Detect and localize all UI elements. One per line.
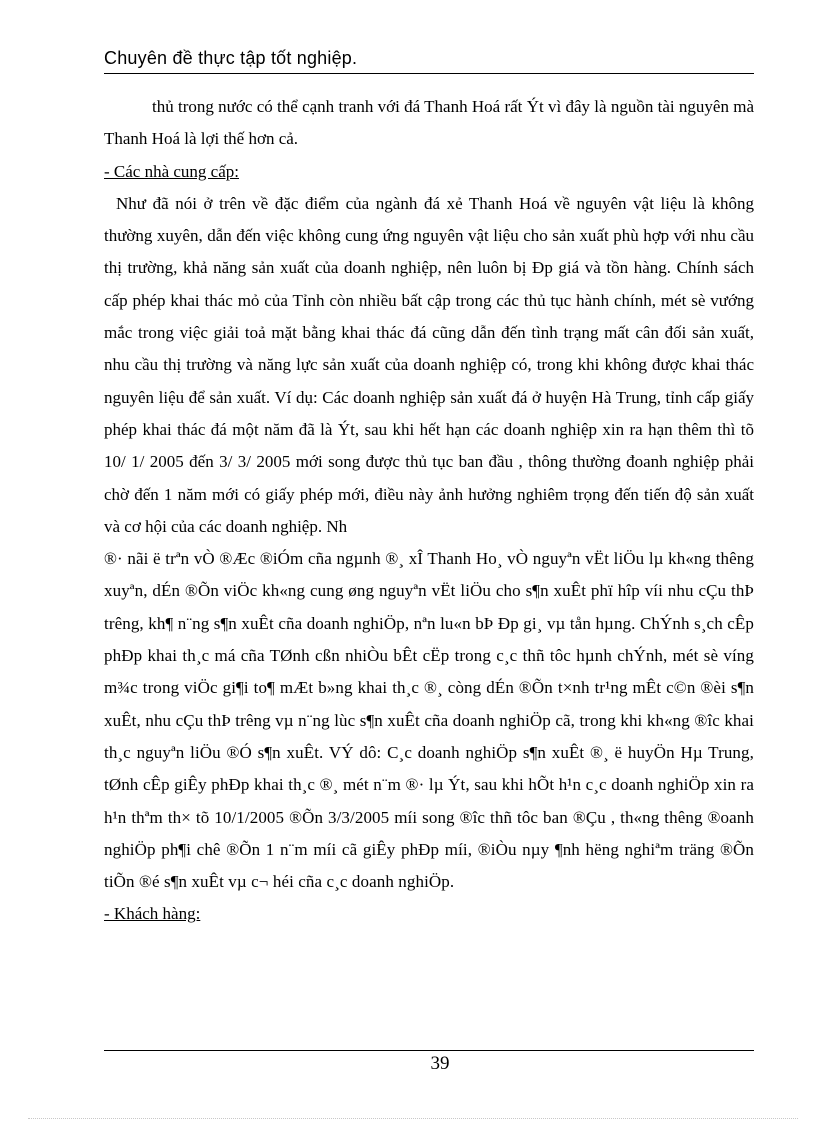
header-divider	[104, 73, 754, 74]
section-heading-customers: - Khách hàng:	[104, 904, 201, 924]
page-number: 39	[430, 1053, 450, 1074]
paragraph-suppliers: Như đã nói ở trên về đặc điểm của ngành đá xẻ Thanh Hoá về nguyên vật liệu là không thường xuyên, dẫn đến việc không cung ứng nguyên vật liệu cho sản xuất phù hợp với nhu cầu thị trường, khả năng sản xuất của doanh nghiệp, nên luôn bị Ðp giá và tồn hàng. Chính sách cấp phép khai thác mỏ của Tỉnh còn nhiều bất cập trong các thủ tục hành chính, mét sè vướng mắc trong việc giải toả mặt bằng khai thác đá cũng dẫn đến tình trạng mất cân đối sản xuất, nhu cầu thị trường và năng lực sản xuất của doanh nghiệp có, trong khi không được khai thác nguyên liệu để sản xuất. Ví dụ: Các doanh nghiệp sản xuất đá ở huyện Hà Trung, tỉnh cấp giấy phép khai thác đá một năm đã là Ýt, sau khi hết hạn các doanh nghiệp xin ra hạn thêm thì tõ 10/ 1/ 2005 đến 3/ 3/ 2005 mới song được thủ tục ban đầu , thông thường đoanh nghiệp phải chờ đến 1 năm mới có giấy phép mới, điều này ảnh hưởng nghiêm trọng đến tiến độ sản xuất và cơ hội của các doanh nghiệp. Nh	[104, 193, 754, 536]
footer-divider	[104, 1050, 754, 1051]
document-body	[104, 91, 754, 931]
page-header-title: Chuyên đề thực tập tốt nghiệp.	[104, 48, 358, 68]
page-edge-dotted-line	[28, 1118, 798, 1119]
section-heading-suppliers: - Các nhà cung cấp:	[104, 161, 239, 181]
paragraph-competitors-continued: thủ trong nước có thể cạnh tranh với đá Thanh Hoá rất Ýt vì đây là nguồn tài nguyên mà Thanh Hoá là lợi thế hơn cả.	[104, 97, 754, 149]
paragraph-suppliers-legacy-encoding: ®· nãi ë trªn vÒ ®Æc ®iÓm cña ngµnh ®¸ xÎ Thanh Ho¸ vÒ nguyªn vËt liÖu lµ kh«ng thêng xuyªn, dÉn ®Õn viÖc kh«ng cung øng nguyªn vËt liÖu cho s¶n xuÊt phï hîp víi nhu cÇu thÞ trêng, kh¶ n¨ng s¶n xuÊt cña doanh nghiÖp, nªn lu«n bÞ Ðp gi¸ vµ tån hµng. ChÝnh s¸ch cÊp phÐp khai th¸c má cña TØnh cßn nhiÒu bÊt cËp trong c¸c thñ tôc hµnh chÝnh, mét sè víng m¾c trong viÖc gi¶i to¶ mÆt b»ng khai th¸c ®¸ còng dÉn ®Õn t×nh tr¹ng mÊt c©n ®èi s¶n xuÊt, nhu cÇu thÞ trêng vµ n¨ng lùc s¶n xuÊt cña doanh nghiÖp cã, trong khi kh«ng ®îc khai th¸c nguyªn liÖu ®Ó s¶n xuÊt. VÝ dô: C¸c doanh nghiÖp s¶n xuÊt ®¸ ë huyÖn Hµ Trung, tØnh cÊp giÊy phÐp khai th¸c ®¸ mét n¨m ®· lµ Ýt, sau khi hÕt h¹n c¸c doanh nghiÖp xin ra h¹n thªm th× tõ 10/1/2005 ®Õn 3/3/2005 míi song ®îc thñ tôc ban ®Çu , th«ng thêng ®oanh nghiÖp ph¶i chê ®Õn 1 n¨m míi cã giÊy phÐp míi, ®iÒu nµy ¶nh hëng nghiªm träng ®Õn tiÕn ®é s¶n xuÊt vµ c¬ héi cña c¸c doanh nghiÖp.	[104, 549, 754, 892]
